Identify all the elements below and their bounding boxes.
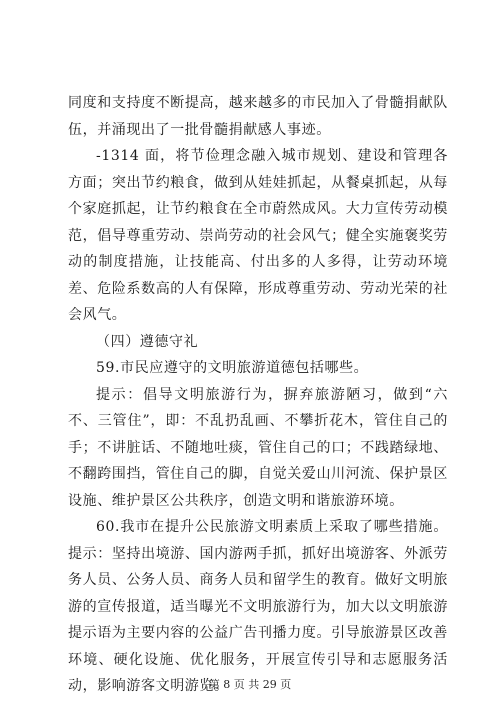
answer-59: 提示：倡导文明旅游行为，摒弃旅游陋习，做到“六不、三管住”，即：不乱扔乱画、不攀折花木，管住自己的手；不讲脏话、不随地吐痰，管住自己的口；不践踏绿地、不翻跨围挡，管住自己的脚，自觉关爱山川河流、保护景区设施、维护景区公共秩序，创造文明和谐旅游环境。 bbox=[68, 386, 448, 509]
section-heading: （四）遵德守礼 bbox=[96, 333, 199, 350]
paragraph-frugality: -1314 面，将节俭理念融入城市规划、建设和管理各方面；突出节约粮食，做到从娃娃抓起，从餐桌抓起，从每个家庭抓起，让节约粮食在全市蔚然成风。大力宣传劳动模范，倡导尊重劳动、崇尚劳动的社会风气；健全实施褒奖劳动的制度措施，让技能高、付出多的人多得，让劳动环境差、危险系数高的人有保障，形成尊重劳动、劳动光荣的社会风气。 bbox=[68, 148, 448, 323]
page-footer: 第 8 页 共 29 页 bbox=[208, 678, 292, 691]
document-body bbox=[68, 90, 448, 700]
paragraph-continuation: 同度和支持度不断提高，越来越多的市民加入了骨髓捐献队伍，并涌现出了一批骨髓捐献感人事迹。 bbox=[68, 95, 448, 138]
question-60: 60.我市在提升公民旅游文明素质上采取了哪些措施。提示：坚持出境游、国内游两手抓，抓好出境游客、外派劳务人员、公务人员、商务人员和留学生的教育。做好文明旅游的宣传报道，适当曝光不文明旅游行为，加大以文明旅游提示语为主要内容的公益广告刊播力度。引导旅游景区改善环境、硬化设施、优化服务，开展宣传引导和志愿服务活动，影响游客文明游览。 bbox=[68, 519, 448, 694]
question-59: 59.市民应遵守的文明旅游道德包括哪些。 bbox=[96, 360, 369, 376]
